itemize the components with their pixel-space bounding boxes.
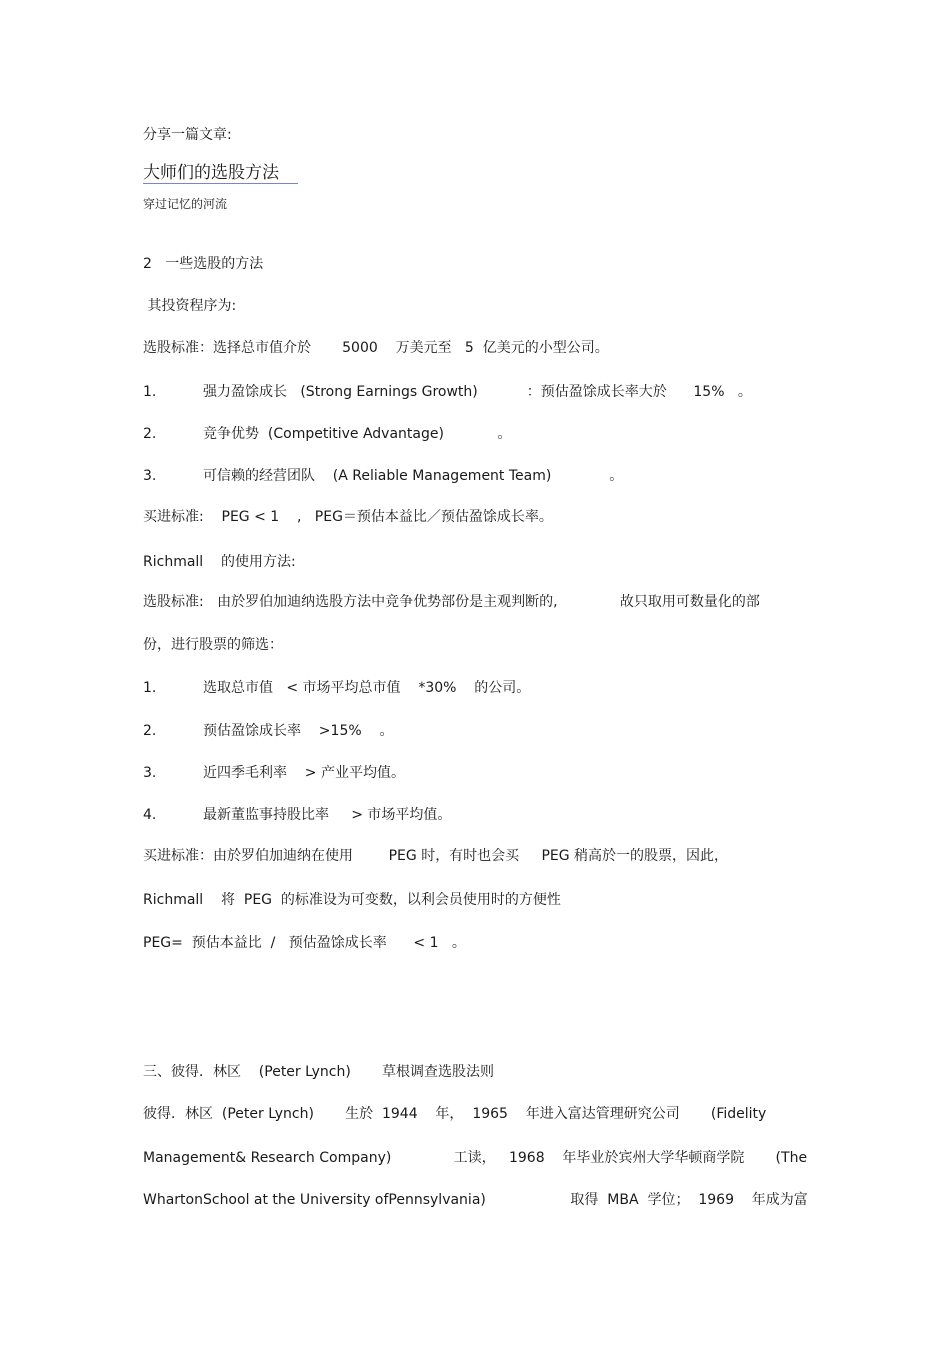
list-item-number: 3. — [143, 468, 157, 484]
author-name: 穿过记忆的河流 — [143, 197, 228, 211]
peg-formula: PEG= 预估本益比 / 预估盈馀成长率 < 1 。 — [143, 935, 466, 951]
buy-criteria: 买进标准: PEG < 1 , PEG＝预估本益比／预估盈馀成长率。 — [143, 509, 553, 525]
selection-criteria: 选股标准：选择总市值介於 5000 万美元至 5 亿美元的小型公司。 — [143, 340, 609, 356]
list-item-number: 3. — [143, 765, 157, 781]
section2-heading: 2 一些选股的方法 — [143, 256, 264, 272]
article-title[interactable]: 大师们的选股方法 — [143, 163, 279, 183]
list-item: 近四季毛利率 > 产业平均值。 — [203, 765, 405, 781]
list-item-number: 2. — [143, 426, 157, 442]
title-underline — [143, 183, 298, 184]
list-item-number: 4. — [143, 807, 157, 823]
richmall-buy-line1: 买进标准：由於罗伯加迪纳在使用 PEG 时，有时也会买 PEG 稍高於一的股票，因此， — [143, 848, 729, 864]
intro-text: 分享一篇文章: — [143, 127, 232, 143]
list-item-number: 2. — [143, 723, 157, 739]
richmall-criteria-line2: 份，进行股票的筛选： — [143, 637, 283, 653]
section3-paragraph-line3: WhartonSchool at the University ofPennsylvania) 取得 MBA 学位； 1969 年成为富 — [143, 1192, 808, 1208]
section3-paragraph-line1: 彼得．林区 (Peter Lynch) 生於 1944 年， 1965 年进入富达管理研究公司 (Fidelity — [143, 1106, 767, 1122]
richmall-usage: Richmall 的使用方法: — [143, 554, 296, 570]
list-item: 选取总市值 < 市场平均总市值 *30% 的公司。 — [203, 680, 531, 696]
list-item: 预估盈馀成长率 >15% 。 — [203, 723, 394, 739]
list-item-number: 1. — [143, 680, 157, 696]
section3-heading: 三、彼得．林区 (Peter Lynch) 草根调查选股法则 — [143, 1064, 494, 1080]
richmall-criteria-line1: 选股标准: 由於罗伯加迪纳选股方法中竞争优势部份是主观判断的, 故只取用可数量化的部 — [143, 594, 760, 610]
investment-process: 其投资程序为: — [143, 298, 237, 314]
list-item: 最新董监事持股比率 > 市场平均值。 — [203, 807, 452, 823]
list-item-number: 1. — [143, 384, 157, 400]
list-item: 可信赖的经营团队 (A Reliable Management Team) 。 — [203, 468, 624, 484]
richmall-buy-line2: Richmall 将 PEG 的标准设为可变数，以利会员使用时的方便性 — [143, 892, 561, 908]
list-item: 竞争优势 (Competitive Advantage) 。 — [203, 426, 512, 442]
list-item: 强力盈馀成长 (Strong Earnings Growth) ：预估盈馀成长率大於 15% 。 — [203, 384, 752, 400]
section3-paragraph-line2: Management& Research Company) 工读， 1968 年毕业於宾州大学华顿商学院 (The — [143, 1150, 808, 1166]
